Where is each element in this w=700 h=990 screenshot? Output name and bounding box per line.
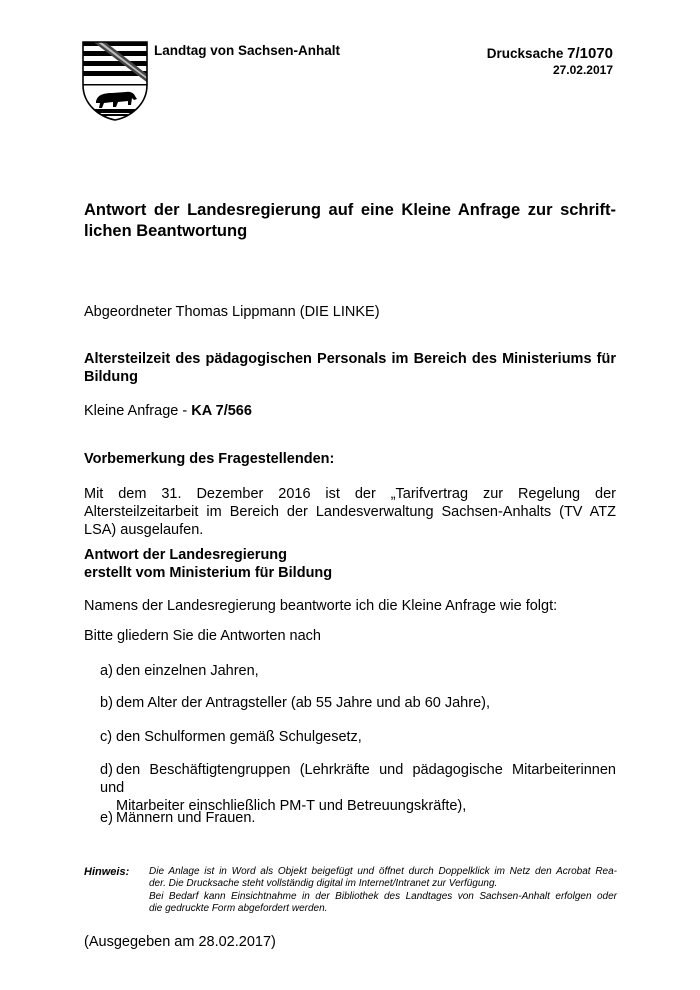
drucksache-label: Drucksache — [486, 46, 564, 61]
drucksache-block — [430, 45, 613, 79]
hinweis-line-2: der. Die Drucksache steht vollständig digital im Internet/Intranet zur Verfügung. — [149, 878, 498, 890]
list-item-label: d) — [100, 762, 113, 778]
list-item — [100, 761, 616, 815]
list-item — [100, 662, 616, 680]
anfrage-line — [84, 402, 616, 420]
list-item — [100, 694, 616, 712]
anfrage-prefix: Kleine Anfrage - — [84, 403, 192, 419]
antwort-heading-line-1: Antwort der Landesregierung — [84, 547, 288, 563]
question-text: Bitte gliedern Sie die Antworten nach — [84, 628, 321, 644]
antwort-heading — [84, 546, 616, 582]
antwort-heading-line-2: erstellt vom Ministerium für Bildung — [84, 565, 333, 581]
drucksache-number: 7/1070 — [567, 45, 613, 62]
vorbemerkung-text: Mit dem 31. Dezember 2016 ist der „Tarifvertrag zur Regelung der Altersteilzeitarbeit im Bereich der Landesverwaltung Sachsen-Anhalts (TV ATZ LSA) ausgelaufen. — [84, 486, 616, 538]
list-item-label: e) — [100, 810, 113, 826]
list-item — [100, 809, 616, 827]
document-title — [84, 200, 616, 242]
list-item-label: c) — [100, 729, 113, 745]
list-item-text-continued: Mitarbeiter einschließlich PM-T und Betreuungskräfte), — [116, 798, 467, 814]
drucksache-line — [430, 45, 613, 62]
hinweis-line-4: die gedruckte Form abgefordert werden. — [149, 903, 328, 915]
list-item-label: b) — [100, 695, 113, 711]
hinweis-line-3: Bei Bedarf kann Einsichtnahme in der Bibliothek des Landtages von Sachsen-Anhalt erfolgen oder — [149, 890, 617, 902]
hinweis-label: Hinweis: — [84, 866, 130, 878]
hinweis-text — [149, 866, 617, 916]
title-line-1: Antwort der Landesregierung auf eine Kleine Anfrage zur schrift- — [84, 201, 616, 219]
title-line-2: lichen Beantwortung — [84, 222, 248, 240]
coat-of-arms-logo — [82, 41, 148, 121]
list-item — [100, 728, 616, 746]
subject-heading: Altersteilzeit des pädagogischen Personals im Bereich des Ministeriums für Bildung — [84, 351, 616, 385]
list-item-label: a) — [100, 663, 113, 679]
antwort-intro: Namens der Landesregierung beantworte ich die Kleine Anfrage wie folgt: — [84, 598, 558, 614]
hinweis-line-1: Die Anlage ist in Word als Objekt beigefügt und öffnet durch Doppelklick im Netz den Acrobat Rea- — [149, 866, 617, 877]
list-item-text: Männern und Frauen. — [116, 810, 256, 826]
list-item-text: den Schulformen gemäß Schulgesetz, — [116, 729, 362, 745]
organization-name: Landtag von Sachsen-Anhalt — [154, 43, 341, 58]
list-item-text: den Beschäftigtengruppen (Lehrkräfte und pädagogische Mitarbeiterinnen und — [100, 762, 616, 796]
list-item-text: dem Alter der Antragsteller (ab 55 Jahre und ab 60 Jahre), — [116, 695, 490, 711]
document-date: 27.02.2017 — [552, 63, 613, 77]
anfrage-number: KA 7/566 — [191, 403, 252, 419]
author-line: Abgeordneter Thomas Lippmann (DIE LINKE) — [84, 304, 380, 320]
list-item-text: den einzelnen Jahren, — [116, 663, 259, 679]
footer-issued: (Ausgegeben am 28.02.2017) — [84, 934, 276, 950]
vorbemerkung-heading: Vorbemerkung des Fragestellenden: — [84, 451, 335, 467]
